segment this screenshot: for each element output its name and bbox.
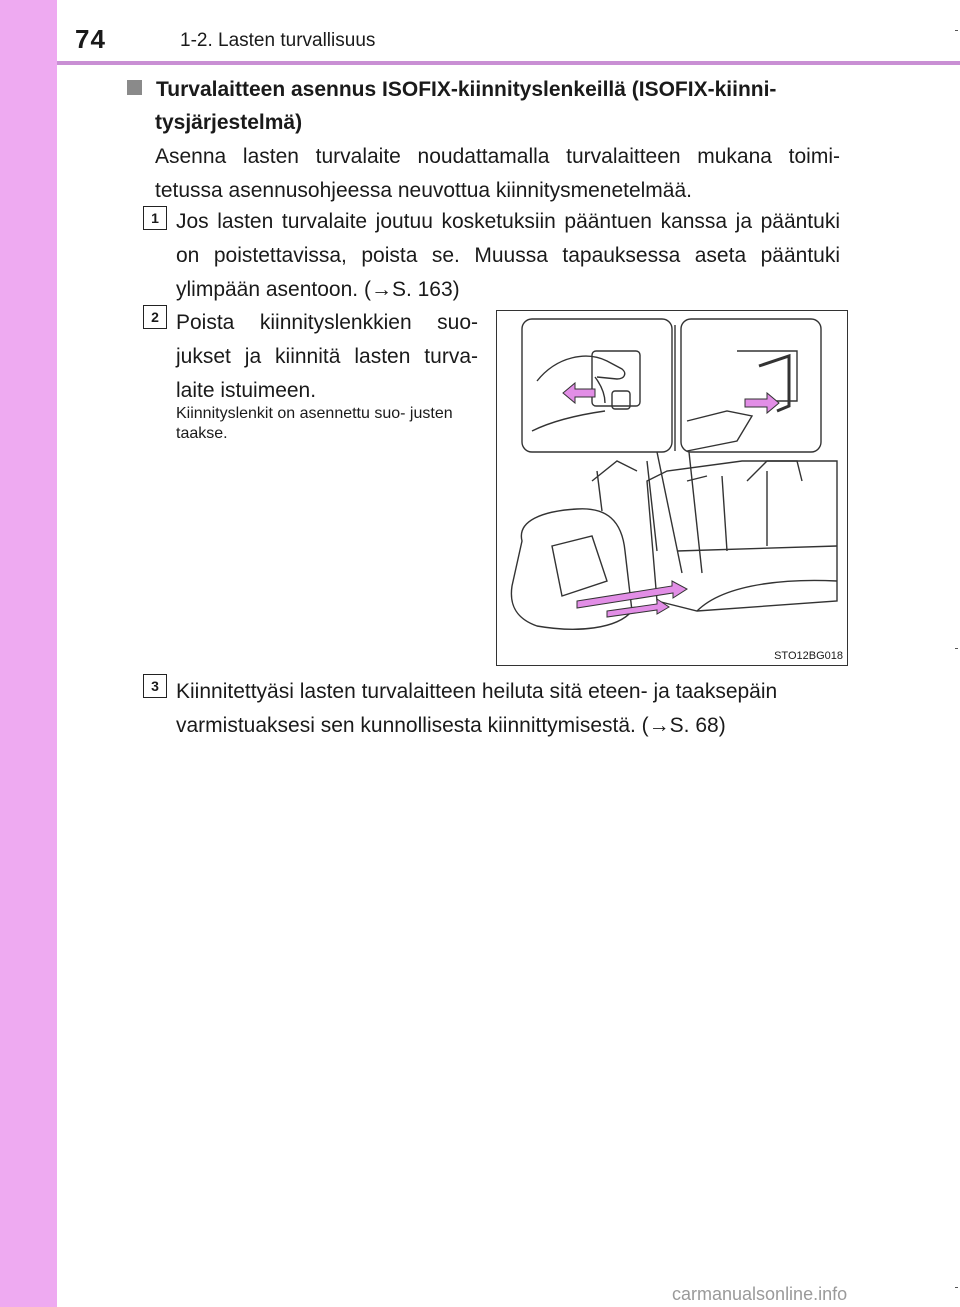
step-3-text: Kiinnitettyäsi lasten turvalaitteen heiluta sitä eteen- ja taaksepäin varmistuaksesi sen kunnollisesta kiinnittymisestä. (→S. 68) <box>176 680 778 737</box>
figure-code: STO12BG018 <box>774 650 843 662</box>
section-title: 1-2. Lasten turvallisuus <box>180 30 376 51</box>
heading-line-1: Turvalaitteen asennus ISOFIX-kiinnityslenkeillä (ISOFIX-kiinni- <box>156 78 777 101</box>
header-rule <box>57 61 960 65</box>
step-2-note: Kiinnityslenkit on asennettu suo- justen taakse. <box>176 405 453 442</box>
page-number: 74 <box>75 24 106 54</box>
inset-right-frame <box>681 319 821 452</box>
margin-tick <box>955 1287 958 1288</box>
watermark: carmanualsonline.info <box>672 1284 848 1304</box>
step-number-3: 3 <box>143 674 167 698</box>
step-number-1: 1 <box>143 206 167 230</box>
inset-left-frame <box>522 319 672 452</box>
step-2-text: Poista kiinnityslenkkien suo- jukset ja kiinnitä lasten turva- laite istuimeen. <box>176 311 478 402</box>
page-sidebar <box>0 0 57 1307</box>
square-bullet-icon <box>127 80 142 95</box>
margin-tick <box>955 648 958 649</box>
step-number-2: 2 <box>143 305 167 329</box>
isofix-illustration <box>496 310 848 666</box>
isofix-illustration-drawing <box>497 311 847 665</box>
subsection-heading <box>127 73 843 139</box>
margin-tick <box>955 30 958 31</box>
heading-line-2: tysjärjestelmä) <box>155 111 303 134</box>
intro-paragraph: Asenna lasten turvalaite noudattamalla turvalaitteen mukana toimi- tetussa asennusohjeessa neuvottua kiinnitysmenetelmää. <box>155 145 840 202</box>
step-1-text: Jos lasten turvalaite joutuu kosketuksiin pääntuen kanssa ja pääntuki on poistettavissa, poista se. Muussa tapauksessa aseta pääntuki ylimpään asentoon. (→S. 163) <box>176 210 840 301</box>
